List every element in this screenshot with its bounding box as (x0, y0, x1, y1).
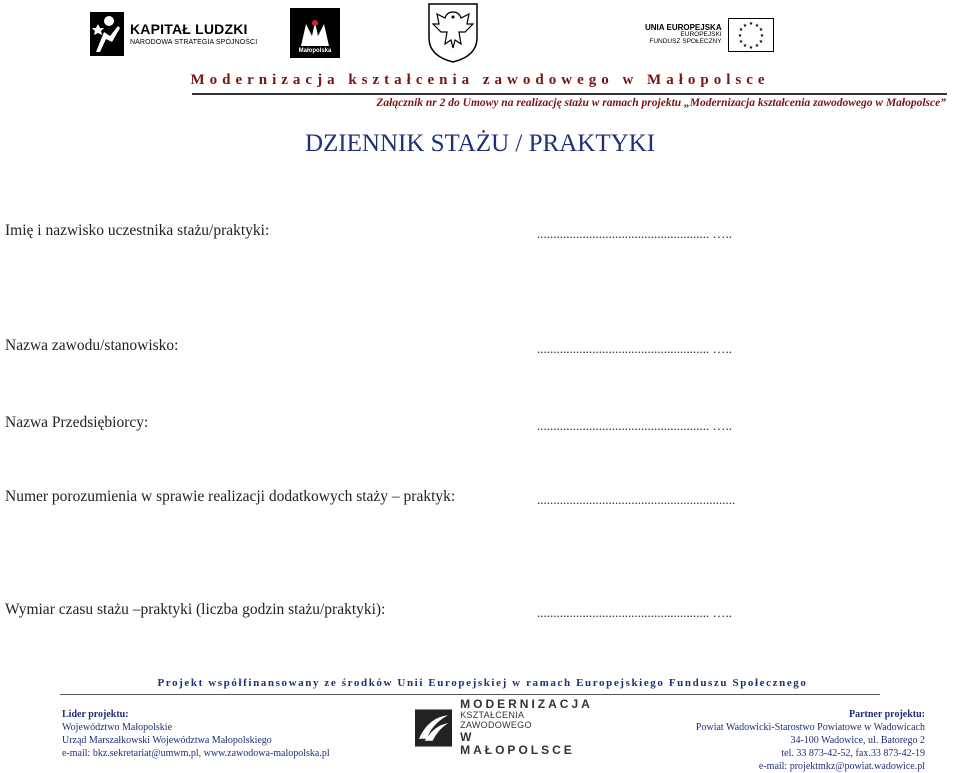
partner-heading: Partner projektu: (848, 709, 925, 720)
field-fill-hours[interactable]: ..................................................... ….. (537, 605, 732, 620)
kapital-ludzki-emblem-icon (90, 12, 124, 56)
field-fill-profession[interactable]: ..................................................... ….. (537, 341, 732, 356)
svg-text:★: ★ (754, 23, 759, 29)
eu-line2: EUROPEJSKI (680, 31, 722, 39)
malopolska-label: Małopolska (298, 48, 332, 54)
svg-text:★: ★ (737, 33, 742, 39)
partner-line4: e-mail: projektmkz@powiat.wadowice.pl (758, 761, 925, 772)
page-title: DZIENNIK STAŻU / PRAKTYKI (304, 130, 656, 157)
field-fill-company[interactable]: ..................................................... ….. (537, 418, 732, 433)
header-divider (192, 93, 947, 95)
field-label-participant-name: Imię i nazwisko uczestnika stażu/praktyki: (5, 222, 270, 239)
project-name-banner: Modernizacja kształcenia zawodowego w Małopolsce (190, 72, 770, 88)
modernizacja-emblem-icon (415, 709, 452, 747)
annex-note: Załącznik nr 2 do Umowy na realizację stażu w ramach projektu „Modernizacja kształcenia zawodowego w Małopolsce” (376, 97, 946, 109)
leader-line2: Urząd Marszałkowski Województwa Małopolskiego (62, 735, 272, 746)
modernizacja-line2: KSZTAŁCENIA ZAWODOWEGO (460, 710, 532, 730)
eu-line1: UNIA EUROPEJSKA (645, 22, 722, 32)
field-fill-agreement-number[interactable]: ............................................................. (537, 492, 736, 507)
svg-text:★: ★ (758, 27, 763, 33)
cofinancing-note: Projekt współfinansowany ze środków Unii Europejskiej w ramach Europejskiego Funduszu Społecznego (157, 677, 808, 689)
leader-line3: e-mail: bkz.sekretariat@umwm.pl, www.zawodowa-malopolska.pl (62, 748, 330, 759)
field-label-profession: Nazwa zawodu/stanowisko: (5, 337, 179, 354)
modernizacja-line3: W MAŁOPOLSCE (460, 729, 575, 757)
kapital-ludzki-title: KAPITAŁ LUDZKI (130, 21, 248, 37)
partner-line1: Powiat Wadowicki-Starostwo Powiatowe w Wadowicach (695, 722, 925, 733)
field-label-hours: Wymiar czasu stażu –praktyki (liczba godzin stażu/praktyki): (5, 601, 386, 618)
svg-text:★: ★ (748, 45, 753, 51)
svg-text:★: ★ (738, 39, 743, 45)
leader-heading: Lider projektu: (62, 709, 129, 720)
kapital-ludzki-subtitle: NARODOWA STRATEGIA SPÓJNOŚCI (130, 39, 258, 46)
svg-text:★: ★ (742, 23, 747, 29)
footer-divider (60, 694, 880, 695)
svg-text:★: ★ (738, 27, 743, 33)
svg-text:★: ★ (754, 43, 759, 49)
svg-text:★: ★ (748, 21, 753, 27)
svg-text:★: ★ (758, 39, 763, 45)
project-partner-block (650, 708, 925, 773)
partner-line2: 34-100 Wadowice, ul. Batorego 2 (790, 735, 925, 746)
eu-logo (645, 18, 775, 52)
malopolska-emblem-icon (298, 18, 332, 48)
malopolska-logo (290, 8, 340, 58)
project-leader-block (62, 708, 362, 760)
modernizacja-logo (415, 696, 595, 757)
kapital-ludzki-logo (90, 8, 260, 60)
field-label-company: Nazwa Przedsiębiorcy: (5, 414, 149, 431)
svg-text:★: ★ (759, 33, 764, 39)
leader-line1: Województwo Małopolskie (62, 722, 173, 733)
partner-line3: tel. 33 873-42-52, fax.33 873-42-19 (781, 748, 925, 759)
field-fill-participant-name[interactable]: ..................................................... ….. (537, 226, 732, 241)
svg-text:★: ★ (742, 43, 747, 49)
eu-flag-icon (728, 18, 774, 52)
modernizacja-line1: MODERNIZACJA (460, 696, 593, 711)
eu-line3: FUNDUSZ SPOŁECZNY (649, 38, 722, 46)
eagle-crest-icon (425, 2, 481, 64)
field-label-agreement-number: Numer porozumienia w sprawie realizacji dodatkowych staży – praktyk: (5, 488, 456, 505)
